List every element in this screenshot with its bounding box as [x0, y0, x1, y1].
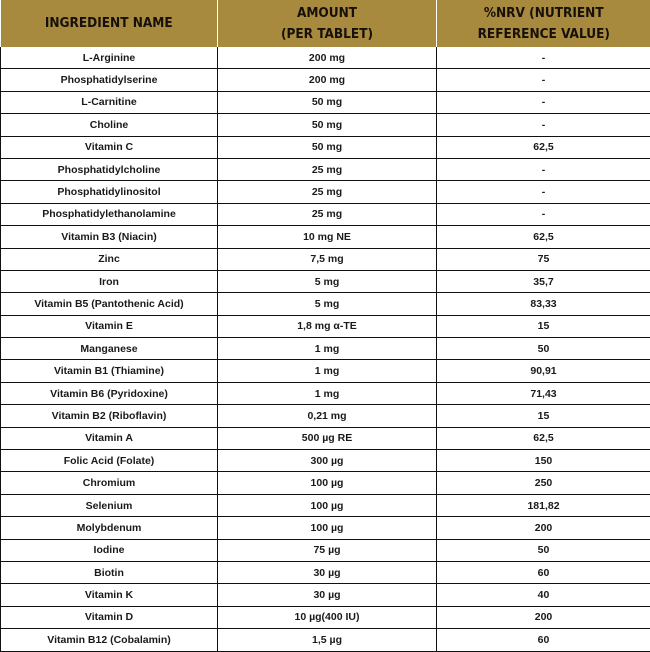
amount-cell: 1,8 mg α-TE: [218, 315, 437, 337]
ingredient-name-cell: Vitamin B1 (Thiamine): [1, 360, 218, 382]
table-row: [1, 114, 650, 136]
ingredient-name-cell: Vitamin B12 (Cobalamin): [1, 629, 218, 651]
nrv-cell: -: [437, 47, 650, 69]
table-row: [1, 226, 650, 248]
table-row: [1, 181, 650, 203]
header-nrv: [437, 0, 650, 47]
table-body: [1, 47, 650, 651]
ingredient-name-cell: Choline: [1, 114, 218, 136]
amount-cell: 30 µg: [218, 561, 437, 583]
table-row: [1, 315, 650, 337]
amount-cell: 100 µg: [218, 472, 437, 494]
header-amount-line1: AMOUNT: [218, 3, 436, 24]
ingredient-name-cell: L-Carnitine: [1, 91, 218, 113]
ingredient-name-cell: Vitamin C: [1, 136, 218, 158]
header-amount-line2: (PER TABLET): [218, 24, 436, 45]
nrv-cell: 71,43: [437, 382, 650, 404]
table-row: [1, 629, 650, 651]
amount-cell: 10 µg(400 IU): [218, 606, 437, 628]
table-row: [1, 69, 650, 91]
amount-cell: 10 mg NE: [218, 226, 437, 248]
table-row: [1, 539, 650, 561]
amount-cell: 50 mg: [218, 136, 437, 158]
amount-cell: 200 mg: [218, 69, 437, 91]
nrv-cell: 200: [437, 606, 650, 628]
nrv-cell: 90,91: [437, 360, 650, 382]
ingredient-name-cell: Vitamin B5 (Pantothenic Acid): [1, 293, 218, 315]
ingredient-name-cell: Zinc: [1, 248, 218, 270]
ingredient-name-cell: Phosphatidylethanolamine: [1, 203, 218, 225]
amount-cell: 25 mg: [218, 203, 437, 225]
ingredient-name-cell: Vitamin B3 (Niacin): [1, 226, 218, 248]
ingredient-name-cell: Biotin: [1, 561, 218, 583]
ingredient-name-cell: Vitamin K: [1, 584, 218, 606]
ingredient-name-cell: Vitamin E: [1, 315, 218, 337]
table-row: [1, 91, 650, 113]
amount-cell: 7,5 mg: [218, 248, 437, 270]
ingredient-name-cell: Phosphatidylinositol: [1, 181, 218, 203]
nrv-cell: -: [437, 203, 650, 225]
ingredient-name-cell: Vitamin B2 (Riboflavin): [1, 405, 218, 427]
nrv-cell: 15: [437, 315, 650, 337]
ingredient-name-cell: Vitamin B6 (Pyridoxine): [1, 382, 218, 404]
nrv-cell: 40: [437, 584, 650, 606]
amount-cell: 100 µg: [218, 517, 437, 539]
amount-cell: 1,5 µg: [218, 629, 437, 651]
nrv-cell: 83,33: [437, 293, 650, 315]
nrv-cell: -: [437, 158, 650, 180]
table-row: [1, 47, 650, 69]
ingredient-name-cell: Selenium: [1, 494, 218, 516]
header-nrv-line2: REFERENCE VALUE): [437, 24, 650, 45]
table-row: [1, 517, 650, 539]
amount-cell: 200 mg: [218, 47, 437, 69]
ingredient-name-cell: Folic Acid (Folate): [1, 450, 218, 472]
amount-cell: 5 mg: [218, 270, 437, 292]
table-row: [1, 158, 650, 180]
nrv-cell: 60: [437, 561, 650, 583]
nrv-cell: 62,5: [437, 427, 650, 449]
nrv-cell: 150: [437, 450, 650, 472]
amount-cell: 100 µg: [218, 494, 437, 516]
table-row: [1, 382, 650, 404]
nrv-cell: 75: [437, 248, 650, 270]
amount-cell: 25 mg: [218, 158, 437, 180]
amount-cell: 1 mg: [218, 382, 437, 404]
table-row: [1, 338, 650, 360]
nrv-cell: 60: [437, 629, 650, 651]
amount-cell: 1 mg: [218, 338, 437, 360]
nrv-cell: 15: [437, 405, 650, 427]
table-row: [1, 472, 650, 494]
ingredient-name-cell: L-Arginine: [1, 47, 218, 69]
ingredient-name-cell: Vitamin A: [1, 427, 218, 449]
nrv-cell: -: [437, 69, 650, 91]
ingredient-name-cell: Phosphatidylcholine: [1, 158, 218, 180]
table-row: [1, 136, 650, 158]
nrv-cell: 250: [437, 472, 650, 494]
ingredient-name-cell: Iron: [1, 270, 218, 292]
amount-cell: 5 mg: [218, 293, 437, 315]
table-row: [1, 293, 650, 315]
amount-cell: 0,21 mg: [218, 405, 437, 427]
table-row: [1, 270, 650, 292]
header-ingredient-name: [1, 0, 218, 47]
table-row: [1, 561, 650, 583]
ingredient-name-cell: Iodine: [1, 539, 218, 561]
header-row: [1, 0, 650, 47]
nrv-cell: 50: [437, 338, 650, 360]
header-amount: [218, 0, 437, 47]
ingredient-name-cell: Molybdenum: [1, 517, 218, 539]
nrv-cell: 50: [437, 539, 650, 561]
amount-cell: 500 µg RE: [218, 427, 437, 449]
table-row: [1, 584, 650, 606]
table-row: [1, 606, 650, 628]
nrv-cell: 200: [437, 517, 650, 539]
table-row: [1, 203, 650, 225]
amount-cell: 300 µg: [218, 450, 437, 472]
nrv-cell: 62,5: [437, 136, 650, 158]
nrv-cell: 181,82: [437, 494, 650, 516]
ingredient-name-cell: Phosphatidylserine: [1, 69, 218, 91]
nrv-cell: 62,5: [437, 226, 650, 248]
header-ingredient-name-label: INGREDIENT NAME: [1, 13, 218, 34]
amount-cell: 25 mg: [218, 181, 437, 203]
ingredient-name-cell: Chromium: [1, 472, 218, 494]
table-row: [1, 248, 650, 270]
header-nrv-line1: %NRV (NUTRIENT: [437, 3, 650, 24]
table-row: [1, 360, 650, 382]
table-row: [1, 427, 650, 449]
table-row: [1, 450, 650, 472]
nrv-cell: 35,7: [437, 270, 650, 292]
nrv-cell: -: [437, 91, 650, 113]
table-header: [1, 0, 650, 47]
amount-cell: 50 mg: [218, 114, 437, 136]
amount-cell: 75 µg: [218, 539, 437, 561]
amount-cell: 50 mg: [218, 91, 437, 113]
amount-cell: 1 mg: [218, 360, 437, 382]
table-row: [1, 405, 650, 427]
nrv-cell: -: [437, 114, 650, 136]
ingredient-name-cell: Manganese: [1, 338, 218, 360]
nrv-cell: -: [437, 181, 650, 203]
table-row: [1, 494, 650, 516]
ingredient-name-cell: Vitamin D: [1, 606, 218, 628]
amount-cell: 30 µg: [218, 584, 437, 606]
